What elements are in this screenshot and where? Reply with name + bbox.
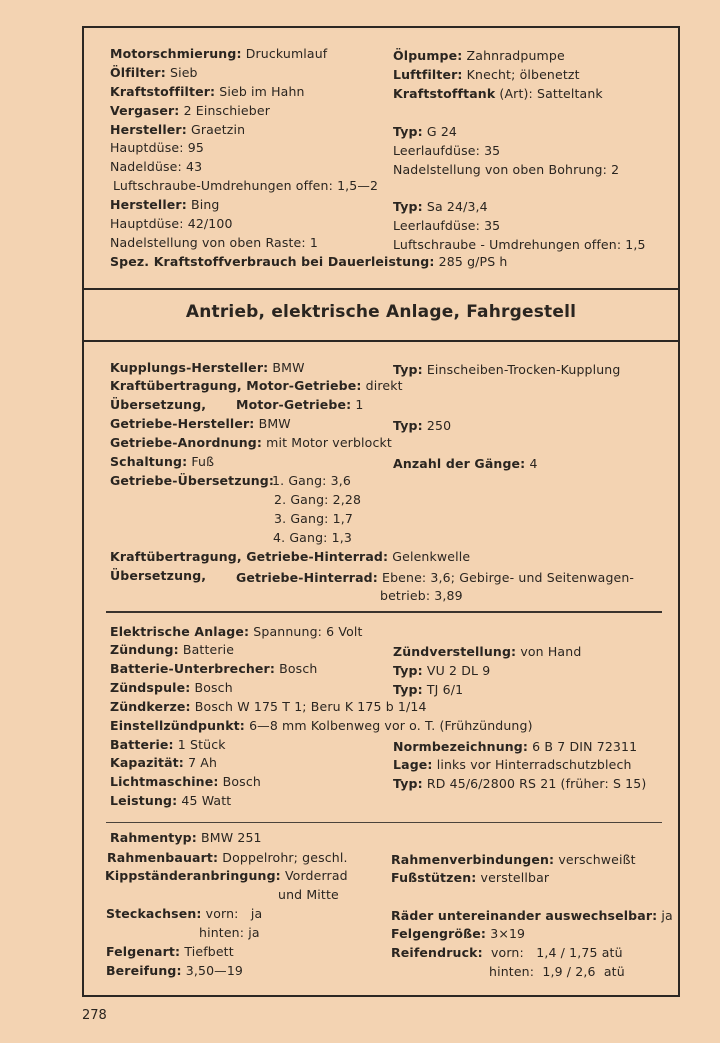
reifendruck-row: Reifendruck: vorn: 1,4 / 1,75 atü — [391, 945, 623, 960]
elektrische-anlage-row: Elektrische Anlage: Spannung: 6 Volt — [110, 624, 363, 639]
kippstaender-row: Kippständeranbringung: Vorderrad — [105, 868, 348, 883]
kraftstofftank-row: Kraftstofftank (Art): Satteltank — [393, 86, 603, 101]
section-rule-top — [82, 288, 680, 290]
schaltung-row: Schaltung: Fuß — [110, 454, 215, 469]
raeder-row: Räder untereinander auswechselbar: ja — [391, 908, 673, 923]
unterbrecher-row: Batterie-Unterbrecher: Bosch — [110, 661, 318, 676]
batterie-row: Batterie: 1 Stück — [110, 737, 226, 752]
gang-2: 2. Gang: 2,28 — [274, 492, 362, 507]
leerlaufduese-1: Leerlaufdüse: 35 — [393, 143, 501, 158]
einstellzuendpunkt-row: Einstellzündpunkt: 6—8 mm Kolbenweg vor o. T. (Frühzündung) — [110, 718, 533, 733]
getriebe-hersteller-row: Getriebe-Hersteller: BMW — [110, 416, 291, 431]
leerlaufduese-2: Leerlaufdüse: 35 — [393, 218, 501, 233]
getriebe-anordnung-row: Getriebe-Anordnung: mit Motor verblockt — [110, 435, 392, 450]
kupplung-typ-row: Typ: Einscheiben-Trocken-Kupplung — [393, 362, 621, 377]
steckachsen-row: Steckachsen: vorn: ja — [106, 906, 263, 921]
zuendspule-typ-row: Typ: TJ 6/1 — [393, 682, 464, 697]
uebersetzung-label: Übersetzung, — [110, 397, 207, 412]
gang-1: 1. Gang: 3,6 — [272, 473, 351, 488]
oelfilter-row: Ölfilter: Sieb — [110, 65, 198, 80]
kraftuebertragung-hinterrad-row: Kraftübertragung, Getriebe-Hinterrad: Gelenkwelle — [110, 549, 471, 564]
lichtmaschine-typ-row: Typ: RD 45/6/2800 RS 21 (früher: S 15) — [393, 776, 647, 791]
felgenart-row: Felgenart: Tiefbett — [106, 944, 234, 959]
steckachsen-hinten: hinten: ja — [199, 925, 260, 940]
uebersetzung-hinterrad-row: Getriebe-Hinterrad: Ebene: 3,6; Gebirge- und Seitenwagen- — [236, 570, 635, 585]
oelpumpe-row: Ölpumpe: Zahnradpumpe — [393, 48, 565, 63]
fussstuetzen-row: Fußstützen: verstellbar — [391, 870, 550, 885]
leistung-row: Leistung: 45 Watt — [110, 793, 232, 808]
kupplung-hersteller-row: Kupplungs-Hersteller: BMW — [110, 360, 305, 375]
kraftstofffilter-row: Kraftstoffilter: Sieb im Hahn — [110, 84, 305, 99]
getriebe-typ-row: Typ: 250 — [393, 418, 452, 433]
hersteller-bing-row: Hersteller: Bing — [110, 197, 220, 212]
gang-4: 4. Gang: 1,3 — [273, 530, 352, 545]
zuendspule-row: Zündspule: Bosch — [110, 680, 233, 695]
rule-electric — [106, 611, 662, 613]
section-rule-bottom — [82, 340, 680, 342]
getriebe-uebersetzung-label: Getriebe-Übersetzung: — [110, 473, 275, 488]
rule-frame — [106, 822, 662, 823]
motorschmierung-row: Motorschmierung: Druckumlauf — [110, 46, 328, 61]
luftfilter-row: Luftfilter: Knecht; ölbenetzt — [393, 67, 580, 82]
gang-3: 3. Gang: 1,7 — [274, 511, 353, 526]
felgengroesse-row: Felgengröße: 3×19 — [391, 926, 526, 941]
kapazitaet-row: Kapazität: 7 Ah — [110, 755, 218, 770]
lage-row: Lage: links vor Hinterradschutzblech — [393, 757, 632, 772]
kraftuebertragung-motor-row: Kraftübertragung, Motor-Getriebe: direkt — [110, 378, 403, 393]
rahmenbauart-row: Rahmenbauart: Doppelrohr; geschl. — [107, 850, 348, 865]
uebersetzung-hinterrad-cont: betrieb: 3,89 — [380, 588, 463, 603]
luftschraube-2: Luftschraube - Umdrehungen offen: 1,5 — [393, 237, 646, 252]
section-heading: Antrieb, elektrische Anlage, Fahrgestell — [185, 302, 577, 322]
nadelstellung-1: Nadelstellung von oben Bohrung: 2 — [393, 162, 620, 177]
verbrauch-row: Spez. Kraftstoffverbrauch bei Dauerleistung: 285 g/PS h — [110, 254, 508, 269]
uebersetzung-motor-row: Motor-Getriebe: 1 — [236, 397, 364, 412]
lichtmaschine-row: Lichtmaschine: Bosch — [110, 774, 261, 789]
anzahl-gaenge-row: Anzahl der Gänge: 4 — [393, 456, 538, 471]
zuendung-row: Zündung: Batterie — [110, 642, 235, 657]
bereifung-row: Bereifung: 3,50—19 — [106, 963, 244, 978]
rahmentyp-row: Rahmentyp: BMW 251 — [110, 830, 262, 845]
hauptduese-2: Hauptdüse: 42/100 — [110, 216, 233, 231]
hersteller-graetzin-row: Hersteller: Graetzin — [110, 122, 246, 137]
uebersetzung2-label: Übersetzung, — [110, 568, 207, 583]
normbezeichnung-row: Normbezeichnung: 6 B 7 DIN 72311 — [393, 739, 638, 754]
vergaser-row: Vergaser: 2 Einschieber — [110, 103, 270, 118]
luftschraube-1: Luftschraube-Umdrehungen offen: 1,5—2 — [113, 178, 379, 193]
reifendruck-hinten: hinten: 1,9 / 2,6 atü — [489, 964, 625, 979]
unterbrecher-typ-row: Typ: VU 2 DL 9 — [393, 663, 491, 678]
nadelduese-1: Nadeldüse: 43 — [110, 159, 203, 174]
kippstaender-cont: und Mitte — [278, 887, 339, 902]
zuendkerze-row: Zündkerze: Bosch W 175 T 1; Beru K 175 b 1/14 — [110, 699, 427, 714]
typ-g24-row: Typ: G 24 — [393, 124, 458, 139]
hauptduese-1: Hauptdüse: 95 — [110, 140, 204, 155]
typ-sa-row: Typ: Sa 24/3,4 — [393, 199, 488, 214]
zuendverstellung-row: Zündverstellung: von Hand — [393, 644, 582, 659]
rahmenverbindungen-row: Rahmenverbindungen: verschweißt — [391, 852, 636, 867]
nadelstellung-2: Nadelstellung von oben Raste: 1 — [110, 235, 318, 250]
page-number: 278 — [82, 1008, 107, 1023]
